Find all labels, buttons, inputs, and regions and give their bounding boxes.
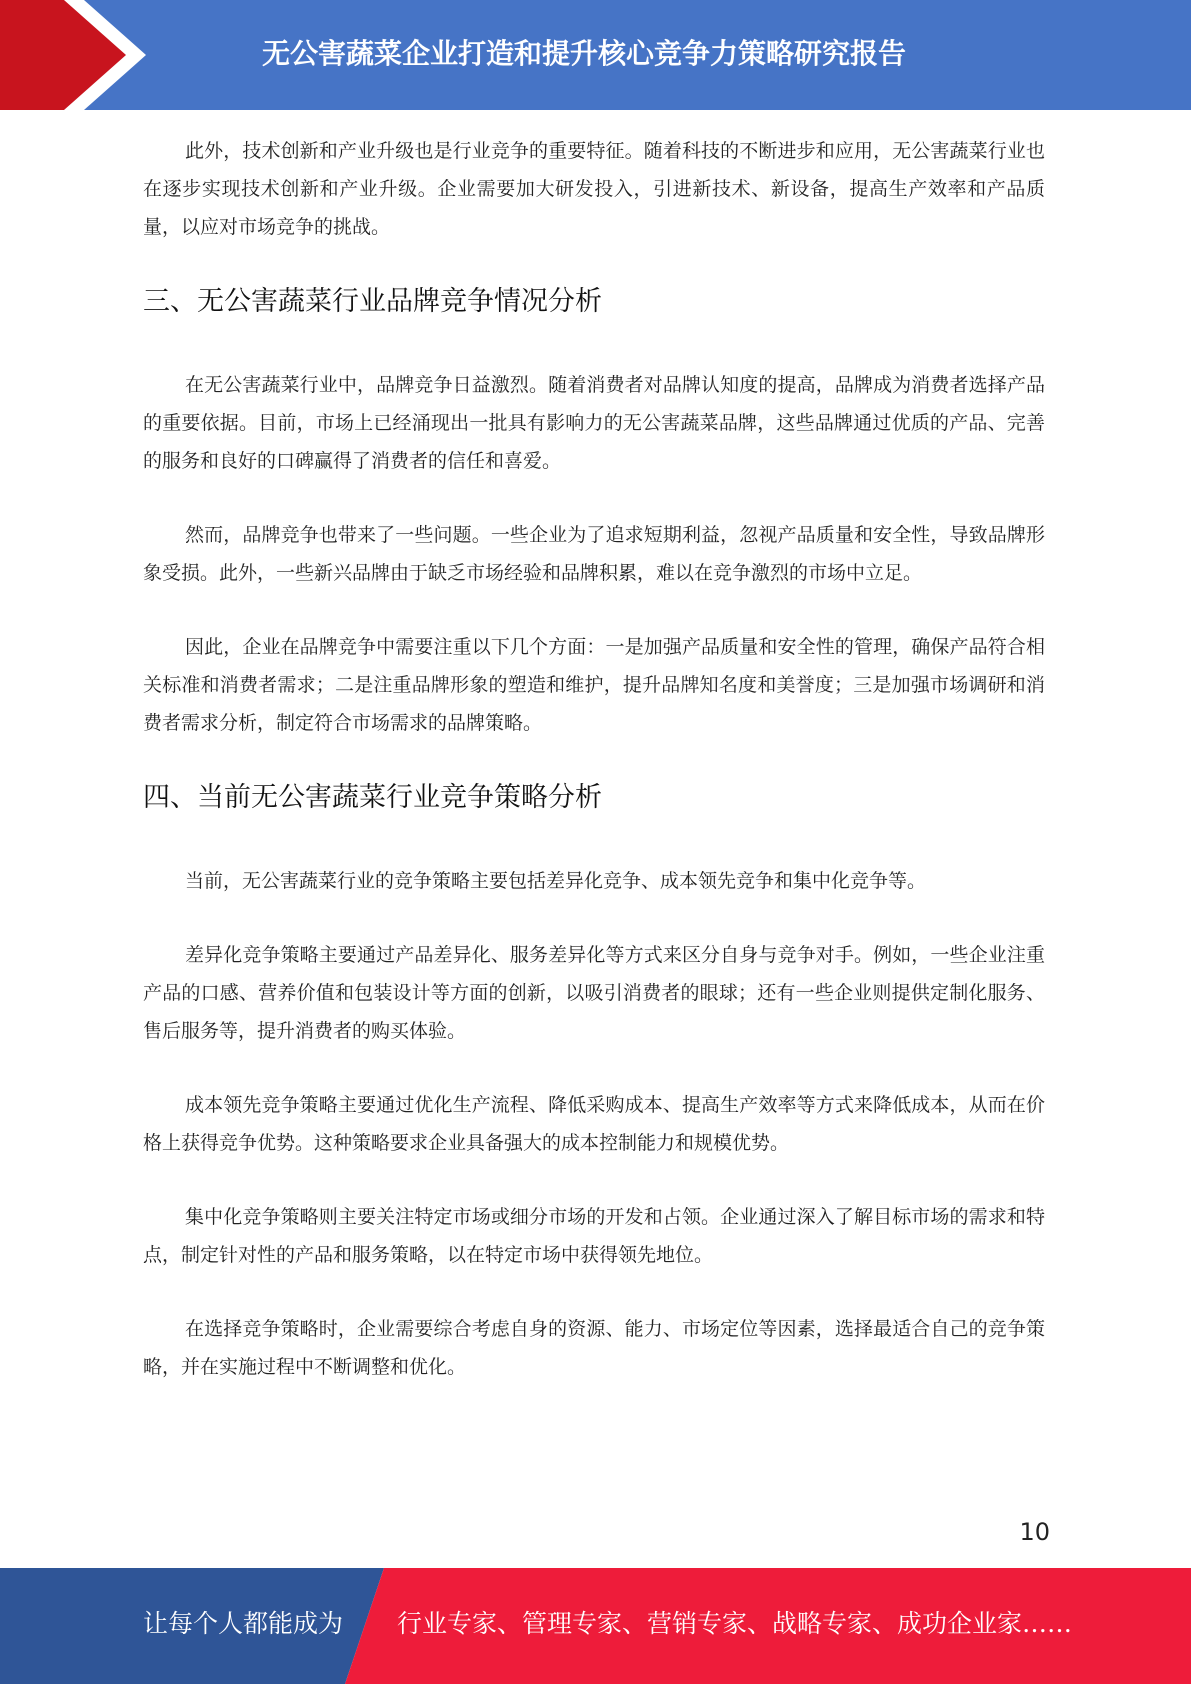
report-title: 无公害蔬菜企业打造和提升核心竞争力策略研究报告: [262, 37, 907, 70]
page-header: [0, 0, 1191, 110]
paragraph: 成本领先竞争策略主要通过优化生产流程、降低采购成本、提高生产效率等方式来降低成本，从而在价格上获得竞争优势。这种策略要求企业具备强大的成本控制能力和规模优势。: [143, 1094, 1045, 1154]
page-footer: [0, 1568, 1191, 1684]
footer-slogan-left: 让每个人都能成为: [143, 1609, 344, 1638]
page-number: 10: [1019, 1518, 1050, 1546]
section-heading-competition-strategy: 四、当前无公害蔬菜行业竞争策略分析: [143, 782, 602, 813]
paragraph: 因此，企业在品牌竞争中需要注重以下几个方面：一是加强产品质量和安全性的管理，确保产品符合相关标准和消费者需求；二是注重品牌形象的塑造和维护，提升品牌知名度和美誉度；三是加强市场调研和消费者需求分析，制定符合市场需求的品牌策略。: [143, 636, 1045, 734]
page-content: [143, 132, 1045, 1422]
footer-slogan-right: 行业专家、管理专家、营销专家、战略专家、成功企业家……: [397, 1609, 1073, 1638]
intro-paragraph: 此外，技术创新和产业升级也是行业竞争的重要特征。随着科技的不断进步和应用，无公害蔬菜行业也在逐步实现技术创新和产业升级。企业需要加大研发投入，引进新技术、新设备，提高生产效率和产品质量，以应对市场竞争的挑战。: [143, 140, 1045, 238]
paragraph: 在无公害蔬菜行业中，品牌竞争日益激烈。随着消费者对品牌认知度的提高，品牌成为消费者选择产品的重要依据。目前，市场上已经涌现出一批具有影响力的无公害蔬菜品牌，这些品牌通过优质的产品、完善的服务和良好的口碑赢得了消费者的信任和喜爱。: [143, 374, 1045, 472]
paragraph: 在选择竞争策略时，企业需要综合考虑自身的资源、能力、市场定位等因素，选择最适合自己的竞争策略，并在实施过程中不断调整和优化。: [143, 1318, 1045, 1378]
paragraph: 集中化竞争策略则主要关注特定市场或细分市场的开发和占领。企业通过深入了解目标市场的需求和特点，制定针对性的产品和服务策略，以在特定市场中获得领先地位。: [143, 1206, 1045, 1266]
paragraph: 然而，品牌竞争也带来了一些问题。一些企业为了追求短期利益，忽视产品质量和安全性，导致品牌形象受损。此外，一些新兴品牌由于缺乏市场经验和品牌积累，难以在竞争激烈的市场中立足。: [143, 524, 1045, 584]
paragraph: 差异化竞争策略主要通过产品差异化、服务差异化等方式来区分自身与竞争对手。例如，一些企业注重产品的口感、营养价值和包装设计等方面的创新，以吸引消费者的眼球；还有一些企业则提供定制化服务、售后服务等，提升消费者的购买体验。: [143, 944, 1045, 1042]
section-heading-brand-competition: 三、无公害蔬菜行业品牌竞争情况分析: [143, 286, 602, 317]
paragraph: 当前，无公害蔬菜行业的竞争策略主要包括差异化竞争、成本领先竞争和集中化竞争等。: [185, 870, 927, 892]
